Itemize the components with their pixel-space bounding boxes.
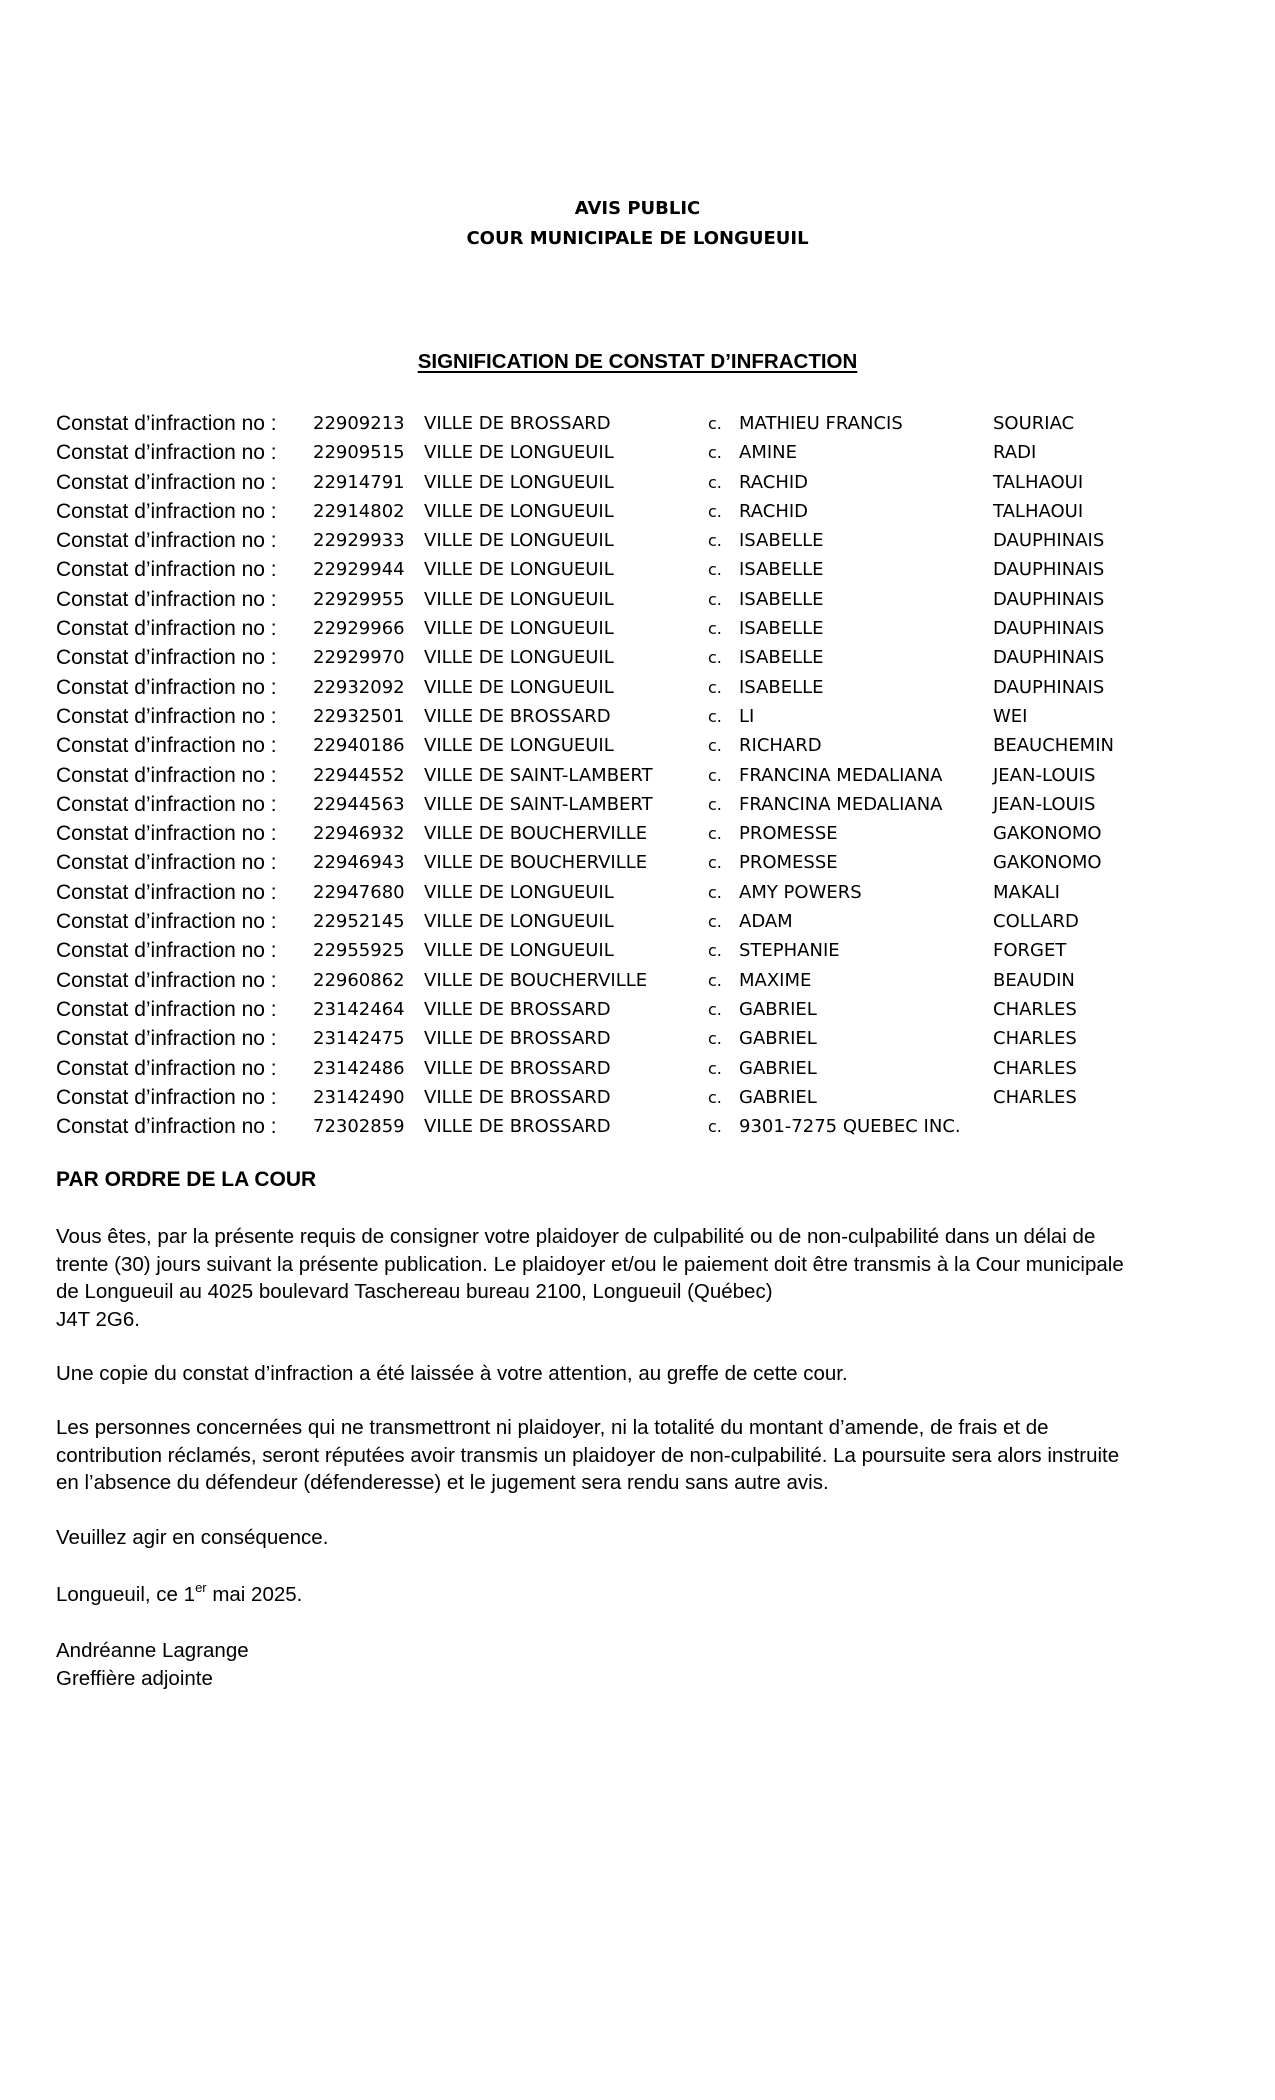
defendant-last-name: COLLARD xyxy=(993,911,1079,933)
versus-label: c. xyxy=(708,619,722,639)
defendant-last-name: DAUPHINAIS xyxy=(993,559,1105,581)
infraction-label: Constat d’infraction no : xyxy=(56,529,277,553)
versus-label: c. xyxy=(708,941,722,961)
date-suffix: mai 2025. xyxy=(206,1583,303,1606)
paragraph-line: trente (30) jours suivant la présente publication. Le plaidoyer et/ou le paiement doit être transmis à la Cour municipale xyxy=(56,1252,1124,1276)
infraction-label: Constat d’infraction no : xyxy=(56,851,277,875)
infraction-row xyxy=(56,731,1226,760)
defendant-last-name: CHARLES xyxy=(993,1028,1077,1050)
defendant-first-name: ISABELLE xyxy=(739,647,824,669)
defendant-first-name: LI xyxy=(739,705,755,727)
plaintiff-name: VILLE DE LONGUEUIL xyxy=(424,735,614,757)
defendant-first-name: AMINE xyxy=(739,442,797,464)
plaintiff-name: VILLE DE LONGUEUIL xyxy=(424,500,614,522)
plaintiff-name: VILLE DE BROSSARD xyxy=(424,1116,611,1138)
plaintiff-name: VILLE DE BROSSARD xyxy=(424,1028,611,1050)
plaintiff-name: VILLE DE LONGUEUIL xyxy=(424,881,614,903)
infraction-label: Constat d’infraction no : xyxy=(56,822,277,846)
notice-header xyxy=(0,194,1275,254)
infraction-number: 22944563 xyxy=(313,793,405,815)
infraction-number: 22952145 xyxy=(313,911,405,933)
plaintiff-name: VILLE DE LONGUEUIL xyxy=(424,911,614,933)
infraction-row xyxy=(56,702,1226,731)
defendant-last-name: MAKALI xyxy=(993,881,1060,903)
defendant-first-name: FRANCINA MEDALIANA xyxy=(739,793,943,815)
defendant-first-name: 9301-7275 QUEBEC INC. xyxy=(739,1116,961,1138)
infraction-row xyxy=(56,526,1226,555)
infraction-row xyxy=(56,614,1226,643)
defendant-last-name: BEAUCHEMIN xyxy=(993,735,1114,757)
infraction-number: 22909213 xyxy=(313,413,405,434)
date-line xyxy=(56,1581,1216,1609)
infraction-row xyxy=(56,438,1226,467)
versus-label: c. xyxy=(708,1058,722,1078)
infraction-number: 22929966 xyxy=(313,618,405,640)
versus-label: c. xyxy=(708,736,722,756)
defendant-first-name: MAXIME xyxy=(739,969,812,991)
defendant-first-name: AMY POWERS xyxy=(739,881,862,903)
date-prefix: Longueuil, ce 1 xyxy=(56,1583,196,1606)
versus-label: c. xyxy=(708,677,722,697)
paragraph-line: J4T 2G6. xyxy=(56,1307,140,1331)
infraction-row xyxy=(56,1054,1226,1083)
versus-label: c. xyxy=(708,1117,722,1137)
defendant-first-name: RACHID xyxy=(739,471,809,493)
defendant-first-name: RACHID xyxy=(739,500,809,522)
infraction-label: Constat d’infraction no : xyxy=(56,558,277,582)
infraction-label: Constat d’infraction no : xyxy=(56,441,277,465)
plaintiff-name: VILLE DE BROSSARD xyxy=(424,998,611,1020)
infraction-number: 22932501 xyxy=(313,705,405,727)
defendant-first-name: MATHIEU FRANCIS xyxy=(739,413,903,434)
infraction-label: Constat d’infraction no : xyxy=(56,470,277,494)
infraction-label: Constat d’infraction no : xyxy=(56,1027,277,1051)
plaintiff-name: VILLE DE LONGUEUIL xyxy=(424,618,614,640)
paragraph-line: de Longueuil au 4025 boulevard Taschereau bureau 2100, Longueuil (Québec) xyxy=(56,1280,773,1303)
defendant-last-name: TALHAOUI xyxy=(993,471,1084,493)
infraction-label: Constat d’infraction no : xyxy=(56,1115,277,1139)
paragraph-line: en l’absence du défendeur (défenderesse) et le jugement sera rendu sans autre avis. xyxy=(56,1471,829,1494)
infraction-label: Constat d’infraction no : xyxy=(56,412,277,435)
defendant-last-name: GAKONOMO xyxy=(993,852,1102,874)
plaintiff-name: VILLE DE LONGUEUIL xyxy=(424,647,614,669)
infraction-row xyxy=(56,555,1226,584)
infraction-number: 72302859 xyxy=(313,1116,405,1138)
versus-label: c. xyxy=(708,824,722,844)
defendant-last-name: JEAN-LOUIS xyxy=(993,764,1096,786)
plaintiff-name: VILLE DE LONGUEUIL xyxy=(424,530,614,552)
infraction-row xyxy=(56,673,1226,702)
infraction-row xyxy=(56,761,1226,790)
defendant-last-name: BEAUDIN xyxy=(993,969,1075,991)
infraction-label: Constat d’infraction no : xyxy=(56,997,277,1021)
infraction-number: 23142486 xyxy=(313,1057,405,1079)
infraction-label: Constat d’infraction no : xyxy=(56,704,277,728)
defendant-last-name: CHARLES xyxy=(993,1057,1077,1079)
infraction-label: Constat d’infraction no : xyxy=(56,646,277,670)
infraction-row xyxy=(56,819,1226,848)
infraction-row xyxy=(56,1083,1226,1112)
versus-label: c. xyxy=(708,794,722,814)
versus-label: c. xyxy=(708,999,722,1019)
infraction-label: Constat d’infraction no : xyxy=(56,968,277,992)
defendant-first-name: GABRIEL xyxy=(739,1057,817,1079)
infraction-number: 22955925 xyxy=(313,940,405,962)
defendant-first-name: STEPHANIE xyxy=(739,940,840,962)
order-title: PAR ORDRE DE LA COUR xyxy=(56,1168,317,1191)
versus-label: c. xyxy=(708,1029,722,1049)
infraction-row xyxy=(56,790,1226,819)
infraction-label: Constat d’infraction no : xyxy=(56,587,277,611)
infraction-row xyxy=(56,848,1226,877)
defendant-last-name: WEI xyxy=(993,705,1028,727)
infraction-row xyxy=(56,409,1226,438)
versus-label: c. xyxy=(708,1087,722,1107)
date-ordinal: er xyxy=(195,1580,207,1595)
defendant-last-name: DAUPHINAIS xyxy=(993,530,1105,552)
defendant-last-name: SOURIAC xyxy=(993,413,1075,434)
infraction-number: 22929955 xyxy=(313,588,405,610)
defendant-last-name: TALHAOUI xyxy=(993,500,1084,522)
infraction-label: Constat d’infraction no : xyxy=(56,880,277,904)
infraction-label: Constat d’infraction no : xyxy=(56,1056,277,1080)
section-title: SIGNIFICATION DE CONSTAT D’INFRACTION xyxy=(417,350,858,373)
infraction-label: Constat d’infraction no : xyxy=(56,1085,277,1109)
plaintiff-name: VILLE DE BROSSARD xyxy=(424,1086,611,1108)
versus-label: c. xyxy=(708,414,722,433)
defendant-last-name: CHARLES xyxy=(993,998,1077,1020)
versus-label: c. xyxy=(708,765,722,785)
defendant-first-name: PROMESSE xyxy=(739,823,838,845)
plaintiff-name: VILLE DE LONGUEUIL xyxy=(424,676,614,698)
infraction-label: Constat d’infraction no : xyxy=(56,675,277,699)
paragraph-act-accordingly: Veuillez agir en conséquence. xyxy=(56,1526,329,1549)
defendant-first-name: ISABELLE xyxy=(739,559,824,581)
plaintiff-name: VILLE DE BOUCHERVILLE xyxy=(424,852,648,874)
infraction-label: Constat d’infraction no : xyxy=(56,910,277,934)
infraction-number: 22940186 xyxy=(313,735,405,757)
plaintiff-name: VILLE DE BOUCHERVILLE xyxy=(424,969,648,991)
plaintiff-name: VILLE DE LONGUEUIL xyxy=(424,940,614,962)
plaintiff-name: VILLE DE LONGUEUIL xyxy=(424,442,614,464)
infraction-label: Constat d’infraction no : xyxy=(56,939,277,963)
versus-label: c. xyxy=(708,443,722,463)
defendant-last-name: DAUPHINAIS xyxy=(993,618,1105,640)
defendant-first-name: ISABELLE xyxy=(739,618,824,640)
plaintiff-name: VILLE DE BOUCHERVILLE xyxy=(424,823,648,845)
infraction-number: 22947680 xyxy=(313,881,405,903)
paragraph-plea-instructions xyxy=(56,1223,1216,1333)
defendant-last-name: GAKONOMO xyxy=(993,823,1102,845)
infraction-row xyxy=(56,585,1226,614)
defendant-last-name: RADI xyxy=(993,442,1037,464)
infraction-number: 22914802 xyxy=(313,500,405,522)
plaintiff-name: VILLE DE BROSSARD xyxy=(424,1057,611,1079)
infraction-number: 23142464 xyxy=(313,998,405,1020)
infraction-label: Constat d’infraction no : xyxy=(56,763,277,787)
infraction-row xyxy=(56,497,1226,526)
versus-label: c. xyxy=(708,882,722,902)
notice-type: AVIS PUBLIC xyxy=(574,198,701,219)
defendant-last-name: JEAN-LOUIS xyxy=(993,793,1096,815)
defendant-last-name: FORGET xyxy=(993,940,1067,962)
versus-label: c. xyxy=(708,706,722,726)
infraction-number: 22946943 xyxy=(313,852,405,874)
paragraph-line: contribution réclamés, seront réputées avoir transmis un plaidoyer de non-culpabilité. La poursuite sera alors instruite xyxy=(56,1443,1120,1467)
signatory-name: Andréanne Lagrange xyxy=(56,1639,249,1662)
infraction-row xyxy=(56,936,1226,965)
defendant-last-name: DAUPHINAIS xyxy=(993,588,1105,610)
infraction-row xyxy=(56,1112,1226,1141)
infraction-number: 22929944 xyxy=(313,559,405,581)
defendant-first-name: RICHARD xyxy=(739,735,822,757)
defendant-first-name: ISABELLE xyxy=(739,530,824,552)
defendant-first-name: ISABELLE xyxy=(739,676,824,698)
defendant-last-name: CHARLES xyxy=(993,1086,1077,1108)
paragraph-consequences xyxy=(56,1414,1216,1497)
defendant-first-name: PROMESSE xyxy=(739,852,838,874)
infraction-row xyxy=(56,1024,1226,1053)
plaintiff-name: VILLE DE BROSSARD xyxy=(424,413,611,434)
versus-label: c. xyxy=(708,501,722,521)
infraction-number: 22946932 xyxy=(313,823,405,845)
signature-block xyxy=(56,1637,1216,1692)
plaintiff-name: VILLE DE BROSSARD xyxy=(424,705,611,727)
plaintiff-name: VILLE DE LONGUEUIL xyxy=(424,559,614,581)
versus-label: c. xyxy=(708,589,722,609)
versus-label: c. xyxy=(708,531,722,551)
versus-label: c. xyxy=(708,648,722,668)
plaintiff-name: VILLE DE LONGUEUIL xyxy=(424,588,614,610)
infraction-label: Constat d’infraction no : xyxy=(56,499,277,523)
infraction-row xyxy=(56,995,1226,1024)
infraction-number: 22929933 xyxy=(313,530,405,552)
infraction-list xyxy=(56,409,1226,1141)
infraction-row xyxy=(56,643,1226,672)
infraction-row xyxy=(56,966,1226,995)
infraction-number: 22960862 xyxy=(313,969,405,991)
infraction-label: Constat d’infraction no : xyxy=(56,617,277,641)
infraction-row xyxy=(56,907,1226,936)
versus-label: c. xyxy=(708,472,722,492)
paragraph-line: Les personnes concernées qui ne transmettront ni plaidoyer, ni la totalité du montant d’amende, de frais et de xyxy=(56,1416,1049,1439)
paragraph-copy-notice: Une copie du constat d’infraction a été laissée à votre attention, au greffe de cette cour. xyxy=(56,1362,848,1385)
infraction-label: Constat d’infraction no : xyxy=(56,792,277,816)
paragraph-line: Vous êtes, par la présente requis de consigner votre plaidoyer de culpabilité ou de non-culpabilité dans un délai de xyxy=(56,1225,1096,1248)
infraction-number: 23142475 xyxy=(313,1028,405,1050)
defendant-first-name: FRANCINA MEDALIANA xyxy=(739,764,943,786)
versus-label: c. xyxy=(708,970,722,990)
defendant-last-name: DAUPHINAIS xyxy=(993,676,1105,698)
infraction-number: 23142490 xyxy=(313,1086,405,1108)
infraction-number: 22909515 xyxy=(313,442,405,464)
defendant-first-name: GABRIEL xyxy=(739,998,817,1020)
infraction-number: 22944552 xyxy=(313,764,405,786)
versus-label: c. xyxy=(708,560,722,580)
defendant-first-name: GABRIEL xyxy=(739,1028,817,1050)
versus-label: c. xyxy=(708,853,722,873)
plaintiff-name: VILLE DE LONGUEUIL xyxy=(424,471,614,493)
signatory-title: Greffière adjointe xyxy=(56,1666,213,1690)
infraction-number: 22932092 xyxy=(313,676,405,698)
defendant-last-name: DAUPHINAIS xyxy=(993,647,1105,669)
plaintiff-name: VILLE DE SAINT-LAMBERT xyxy=(424,793,653,815)
infraction-row xyxy=(56,878,1226,907)
defendant-first-name: ISABELLE xyxy=(739,588,824,610)
infraction-number: 22914791 xyxy=(313,471,405,493)
infraction-label: Constat d’infraction no : xyxy=(56,734,277,758)
defendant-first-name: ADAM xyxy=(739,911,793,933)
plaintiff-name: VILLE DE SAINT-LAMBERT xyxy=(424,764,653,786)
defendant-first-name: GABRIEL xyxy=(739,1086,817,1108)
infraction-row xyxy=(56,468,1226,497)
versus-label: c. xyxy=(708,912,722,932)
court-name: COUR MUNICIPALE DE LONGUEUIL xyxy=(466,228,809,249)
infraction-number: 22929970 xyxy=(313,647,405,669)
